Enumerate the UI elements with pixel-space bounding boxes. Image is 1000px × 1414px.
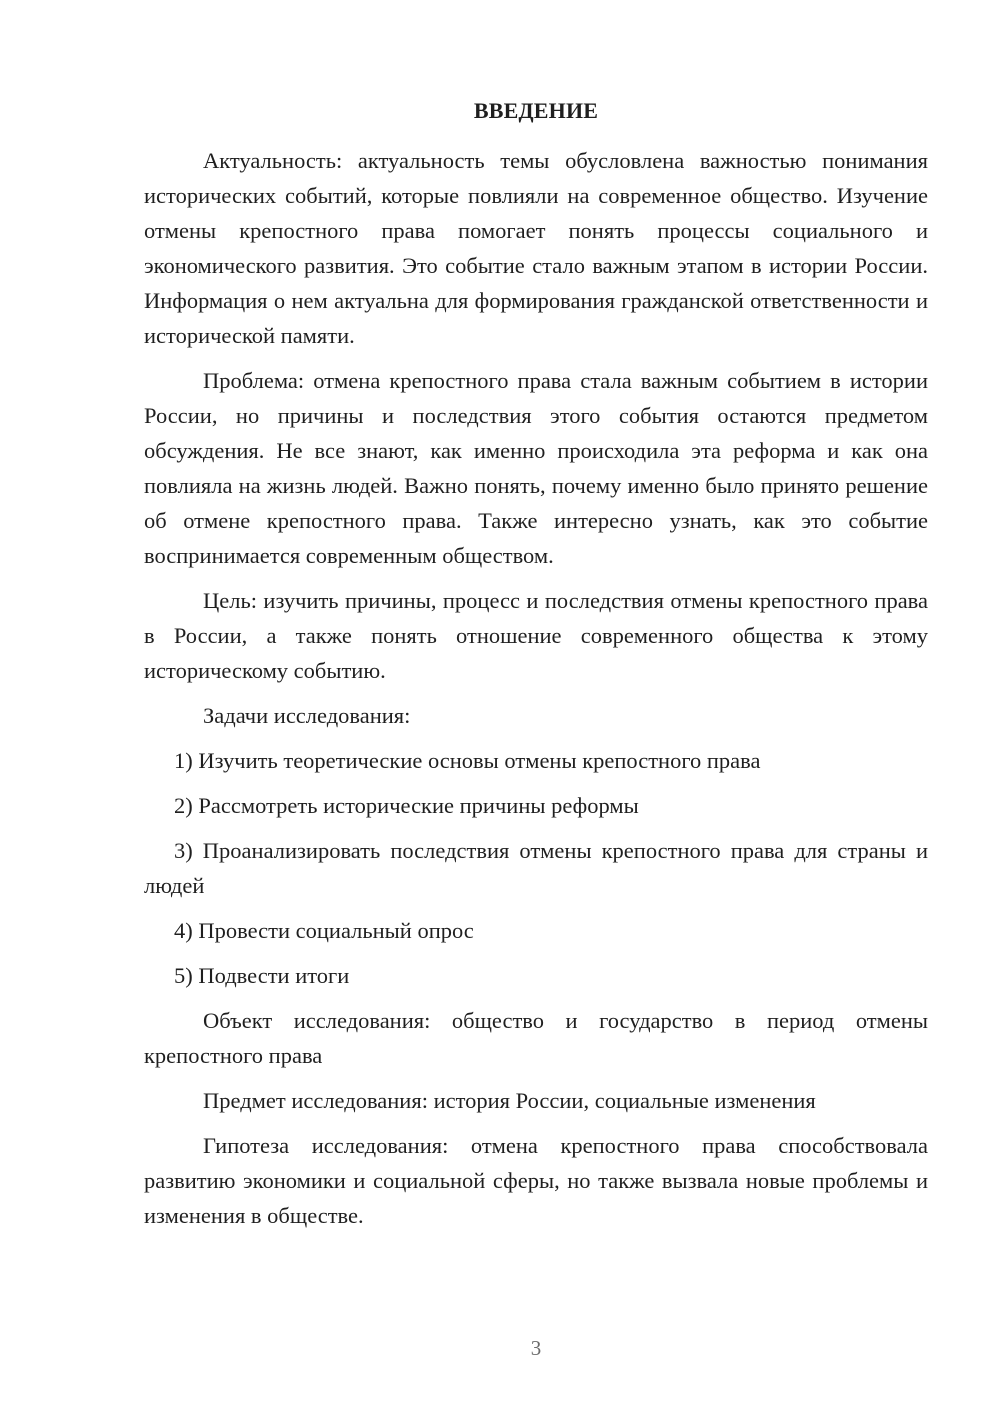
task-item: 2) Рассмотреть исторические причины реформы: [174, 793, 639, 818]
page-number: 3: [530, 1336, 542, 1360]
task-item: 1) Изучить теоретические основы отмены крепостного права: [174, 748, 761, 773]
relevance-paragraph: Актуальность: актуальность темы обусловлена важностью понимания исторических событий, которые повлияли на современное общество. Изучение отмены крепостного права помогает понять процессы социального и экономического развития. Это событие стало важным этапом в истории России. Информация о нем актуальна для формирования гражданской ответственности и исторической памяти.: [144, 148, 928, 348]
subject-paragraph: Предмет исследования: история России, социальные изменения: [203, 1088, 816, 1113]
task-item: 5) Подвести итоги: [174, 963, 350, 988]
goal-paragraph: Цель: изучить причины, процесс и последствия отмены крепостного права в России, а также понять отношение современного общества к этому историческому событию.: [144, 588, 928, 683]
task-item: 3) Проанализировать последствия отмены крепостного права для страны и людей: [144, 838, 928, 898]
hypothesis-paragraph: Гипотеза исследования: отмена крепостного права способствовала развитию экономики и социальной сферы, но также вызвала новые проблемы и изменения в обществе.: [144, 1133, 928, 1228]
problem-paragraph: Проблема: отмена крепостного права стала важным событием в истории России, но причины и последствия этого события остаются предметом обсуждения. Не все знают, как именно происходила эта реформа и как она повлияла на жизнь людей. Важно понять, почему именно было принято решение об отмене крепостного права. Также интересно узнать, как это событие воспринимается современным обществом.: [144, 368, 928, 568]
document-body: [144, 143, 928, 1243]
task-item: 4) Провести социальный опрос: [174, 918, 474, 943]
object-paragraph: Объект исследования: общество и государство в период отмены крепостного права: [144, 1008, 928, 1068]
tasks-heading: Задачи исследования:: [203, 703, 411, 728]
page-title: ВВЕДЕНИЕ: [473, 98, 599, 123]
